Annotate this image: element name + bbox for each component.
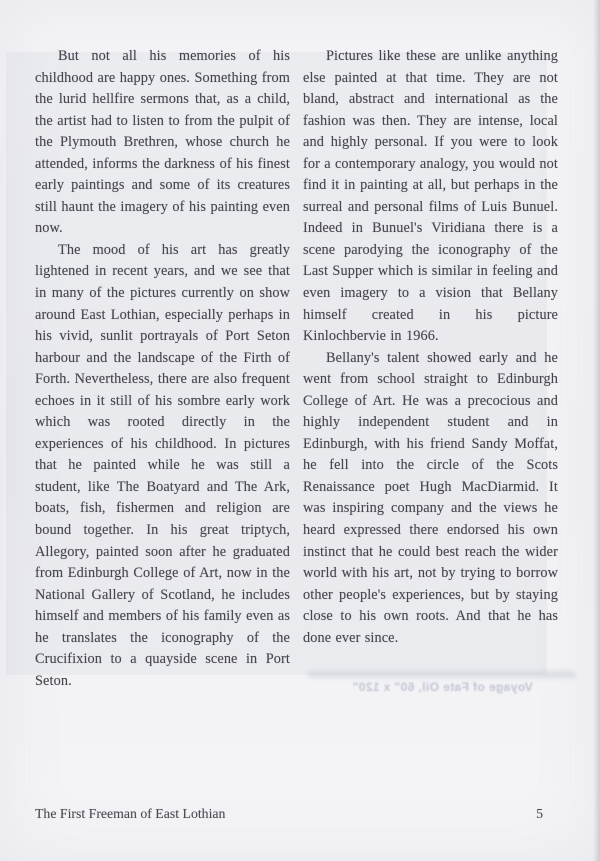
paragraph-pictures-unlike: Pictures like these are unlike anything else painted at that time. They are not bland, abstract and international as the fashion was then. They are intense, local and highly personal. If you were to look for a contemporary analogy, you would not find it in painting at all, but perhaps in the surreal and personal films of Luis Bunuel. Indeed in Bunuel's Viridiana there is a scene parodying the iconography of the Last Supper which is similar in feeling and even imagery to a vision that Bellany himself created in his picture Kinlochbervie in 1966. <box>303 48 558 345</box>
paragraph-mood-of-art: The mood of his art has greatly lightened in recent years, and we see that in many of the pictures currently on show around East Lothian, especially perhaps in his vivid, sunlit portrayals of Port Seton harbour and the landscape of the Firth of Forth. Nevertheless, there are also frequent echoes in it still of his sombre early work which was rooted directly in the experiences of his childhood. In pictures that he painted while he was still a student, like The Boatyard and The Ark, boats, fish, fishermen and religion are bound together. In his great triptych, Allegory, painted soon after he graduated from Edinburgh College of Art, now in the National Gallery of Scotland, he includes himself and members of his family even as he translates the iconography of the Crucifixion to a quayside scene in Port Seton. <box>35 241 290 689</box>
showthrough-caption: Voyage of Fate Oil, 60" x 120" <box>352 680 533 694</box>
page-footer <box>35 806 543 822</box>
paragraph-bellany-talent: Bellany's talent showed early and he went from school straight to Edinburgh College of Art. He was a precocious and highly independent student and in Edinburgh, with his friend Sandy Moffat, he fell into the circle of the Scots Renaissance poet Hugh MacDiarmid. It was inspiring company and the views he heard expressed there endorsed his own instinct that he could best reach the wider world with his art, not by trying to borrow other people's experiences, but by staying close to his own roots. And that he has done ever since. <box>303 349 558 646</box>
left-column <box>35 46 290 692</box>
text-columns <box>35 46 558 692</box>
showthrough-text-smudge <box>308 671 576 678</box>
right-column <box>303 46 558 692</box>
running-title: The First Freeman of East Lothian <box>35 806 226 821</box>
paragraph-childhood-memories: But not all his memories of his childhood are happy ones. Something from the lurid hellfire sermons that, as a child, the artist had to listen to from the pulpit of the Plymouth Brethren, whose church he attended, informs the darkness of his finest early paintings and some of its creatures still haunt the imagery of his painting even now. <box>35 48 290 237</box>
page-number: 5 <box>536 806 543 821</box>
